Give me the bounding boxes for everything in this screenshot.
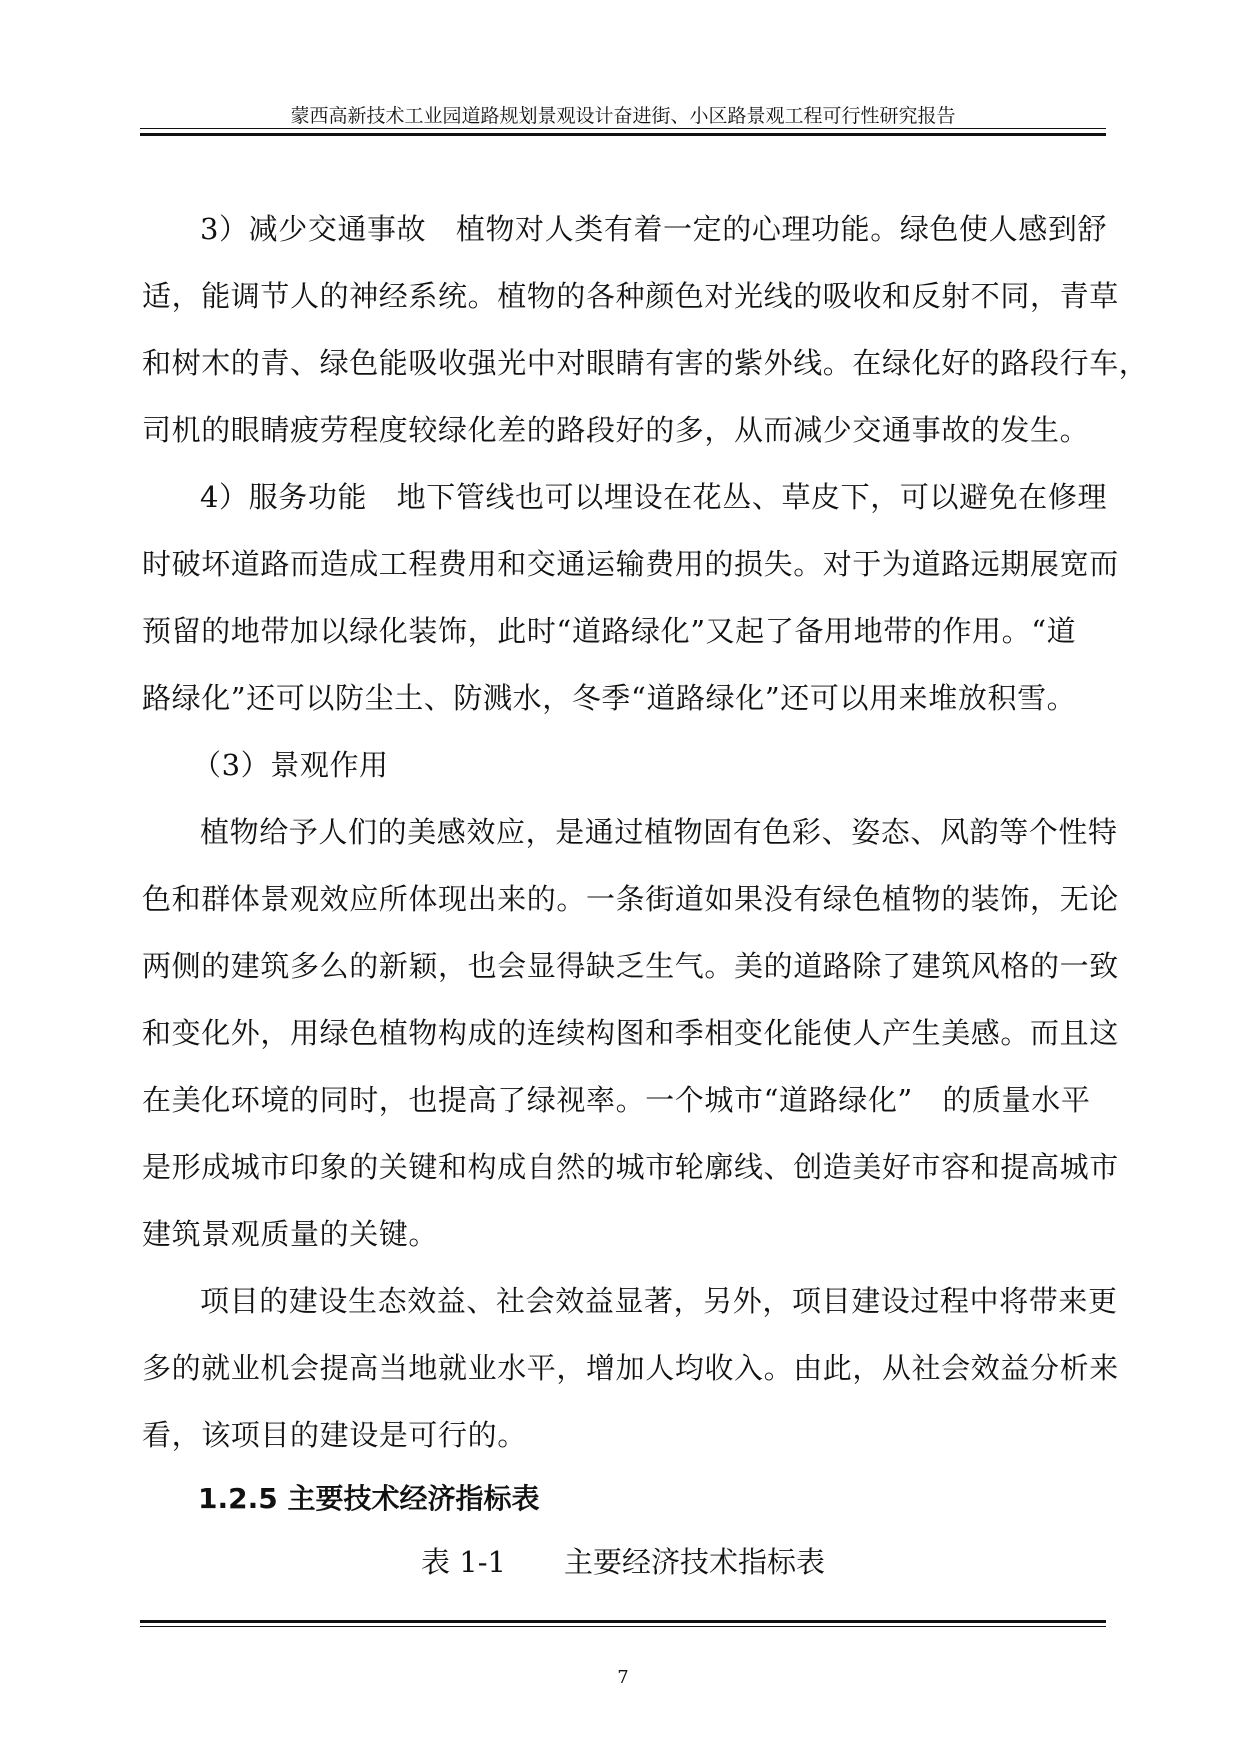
paragraph-line: 和变化外，用绿色植物构成的连续构图和季相变化能使人产生美感。而且这 (142, 1016, 1119, 1050)
subheading-landscape-role (142, 732, 1108, 799)
header-rule-thick (140, 133, 1106, 136)
paragraph-reduce-accidents (142, 196, 1149, 464)
paragraph-line: 司机的眼睛疲劳程度较绿化差的路段好的多，从而减少交通事故的发生。 (142, 413, 1090, 447)
paragraph-line: 3）减少交通事故 植物对人类有着一定的心理功能。绿色使人感到舒 (200, 212, 1108, 246)
paragraph-line: 看，该项目的建设是可行的。 (142, 1418, 527, 1452)
paragraph-line: 两侧的建筑多么的新颖，也会显得缺乏生气。美的道路除了建筑风格的一致 (142, 949, 1119, 983)
footer-rule-thin (140, 1626, 1106, 1627)
paragraph-line: 在美化环境的同时，也提高了绿视率。一个城市“道路绿化” 的质量水平 (142, 1083, 1091, 1117)
footer-rule-thick (140, 1620, 1106, 1623)
page-number: 7 (617, 1667, 629, 1688)
header-rule-thin (140, 128, 1106, 129)
paragraph-line: 项目的建设生态效益、社会效益显著，另外，项目建设过程中将带来更 (200, 1284, 1118, 1318)
paragraph-line: 植物给予人们的美感效应，是通过植物固有色彩、姿态、风韵等个性特 (200, 815, 1118, 849)
paragraph-line: 适，能调节人的神经系统。植物的各种颜色对光线的吸收和反射不同，青草 (142, 279, 1119, 313)
paragraph-line: 路绿化”还可以防尘土、防溅水，冬季“道路绿化”还可以用来堆放积雪。 (142, 681, 1077, 715)
paragraph-line: 建筑景观质量的关键。 (142, 1217, 439, 1251)
paragraph-line: 4）服务功能 地下管线也可以埋设在花丛、草皮下，可以避免在修理 (200, 480, 1108, 514)
paragraph-line: 时破坏道路而造成工程费用和交通运输费用的损失。对于为道路远期展宽而 (142, 547, 1119, 581)
paragraph-service-function (142, 464, 1119, 732)
paragraph-line: 是形成城市印象的关键和构成自然的城市轮廓线、创造美好市容和提高城市 (142, 1150, 1119, 1184)
paragraph-line: 和树木的青、绿色能吸收强光中对眼睛有害的紫外线。在绿化好的路段行车， (142, 346, 1149, 380)
header-title: 蒙西高新技术工业园道路规划景观设计奋进街、小区路景观工程可行性研究报告 (290, 105, 956, 127)
table-caption: 表 1-1 主要经济技术指标表 (421, 1545, 825, 1579)
paragraph-landscape-effect (142, 799, 1119, 1268)
section-heading: 1.2.5 主要技术经济指标表 (198, 1482, 540, 1515)
paragraph-social-benefit (142, 1268, 1119, 1469)
paragraph-line: 色和群体景观效应所体现出来的。一条街道如果没有绿色植物的装饰，无论 (142, 882, 1119, 916)
paragraph-line: 预留的地带加以绿化装饰，此时“道路绿化”又起了备用地带的作用。“道 (142, 614, 1077, 648)
paragraph-line: （3）景观作用 (192, 748, 389, 782)
paragraph-line: 多的就业机会提高当地就业水平，增加人均收入。由此，从社会效益分析来 (142, 1351, 1119, 1385)
